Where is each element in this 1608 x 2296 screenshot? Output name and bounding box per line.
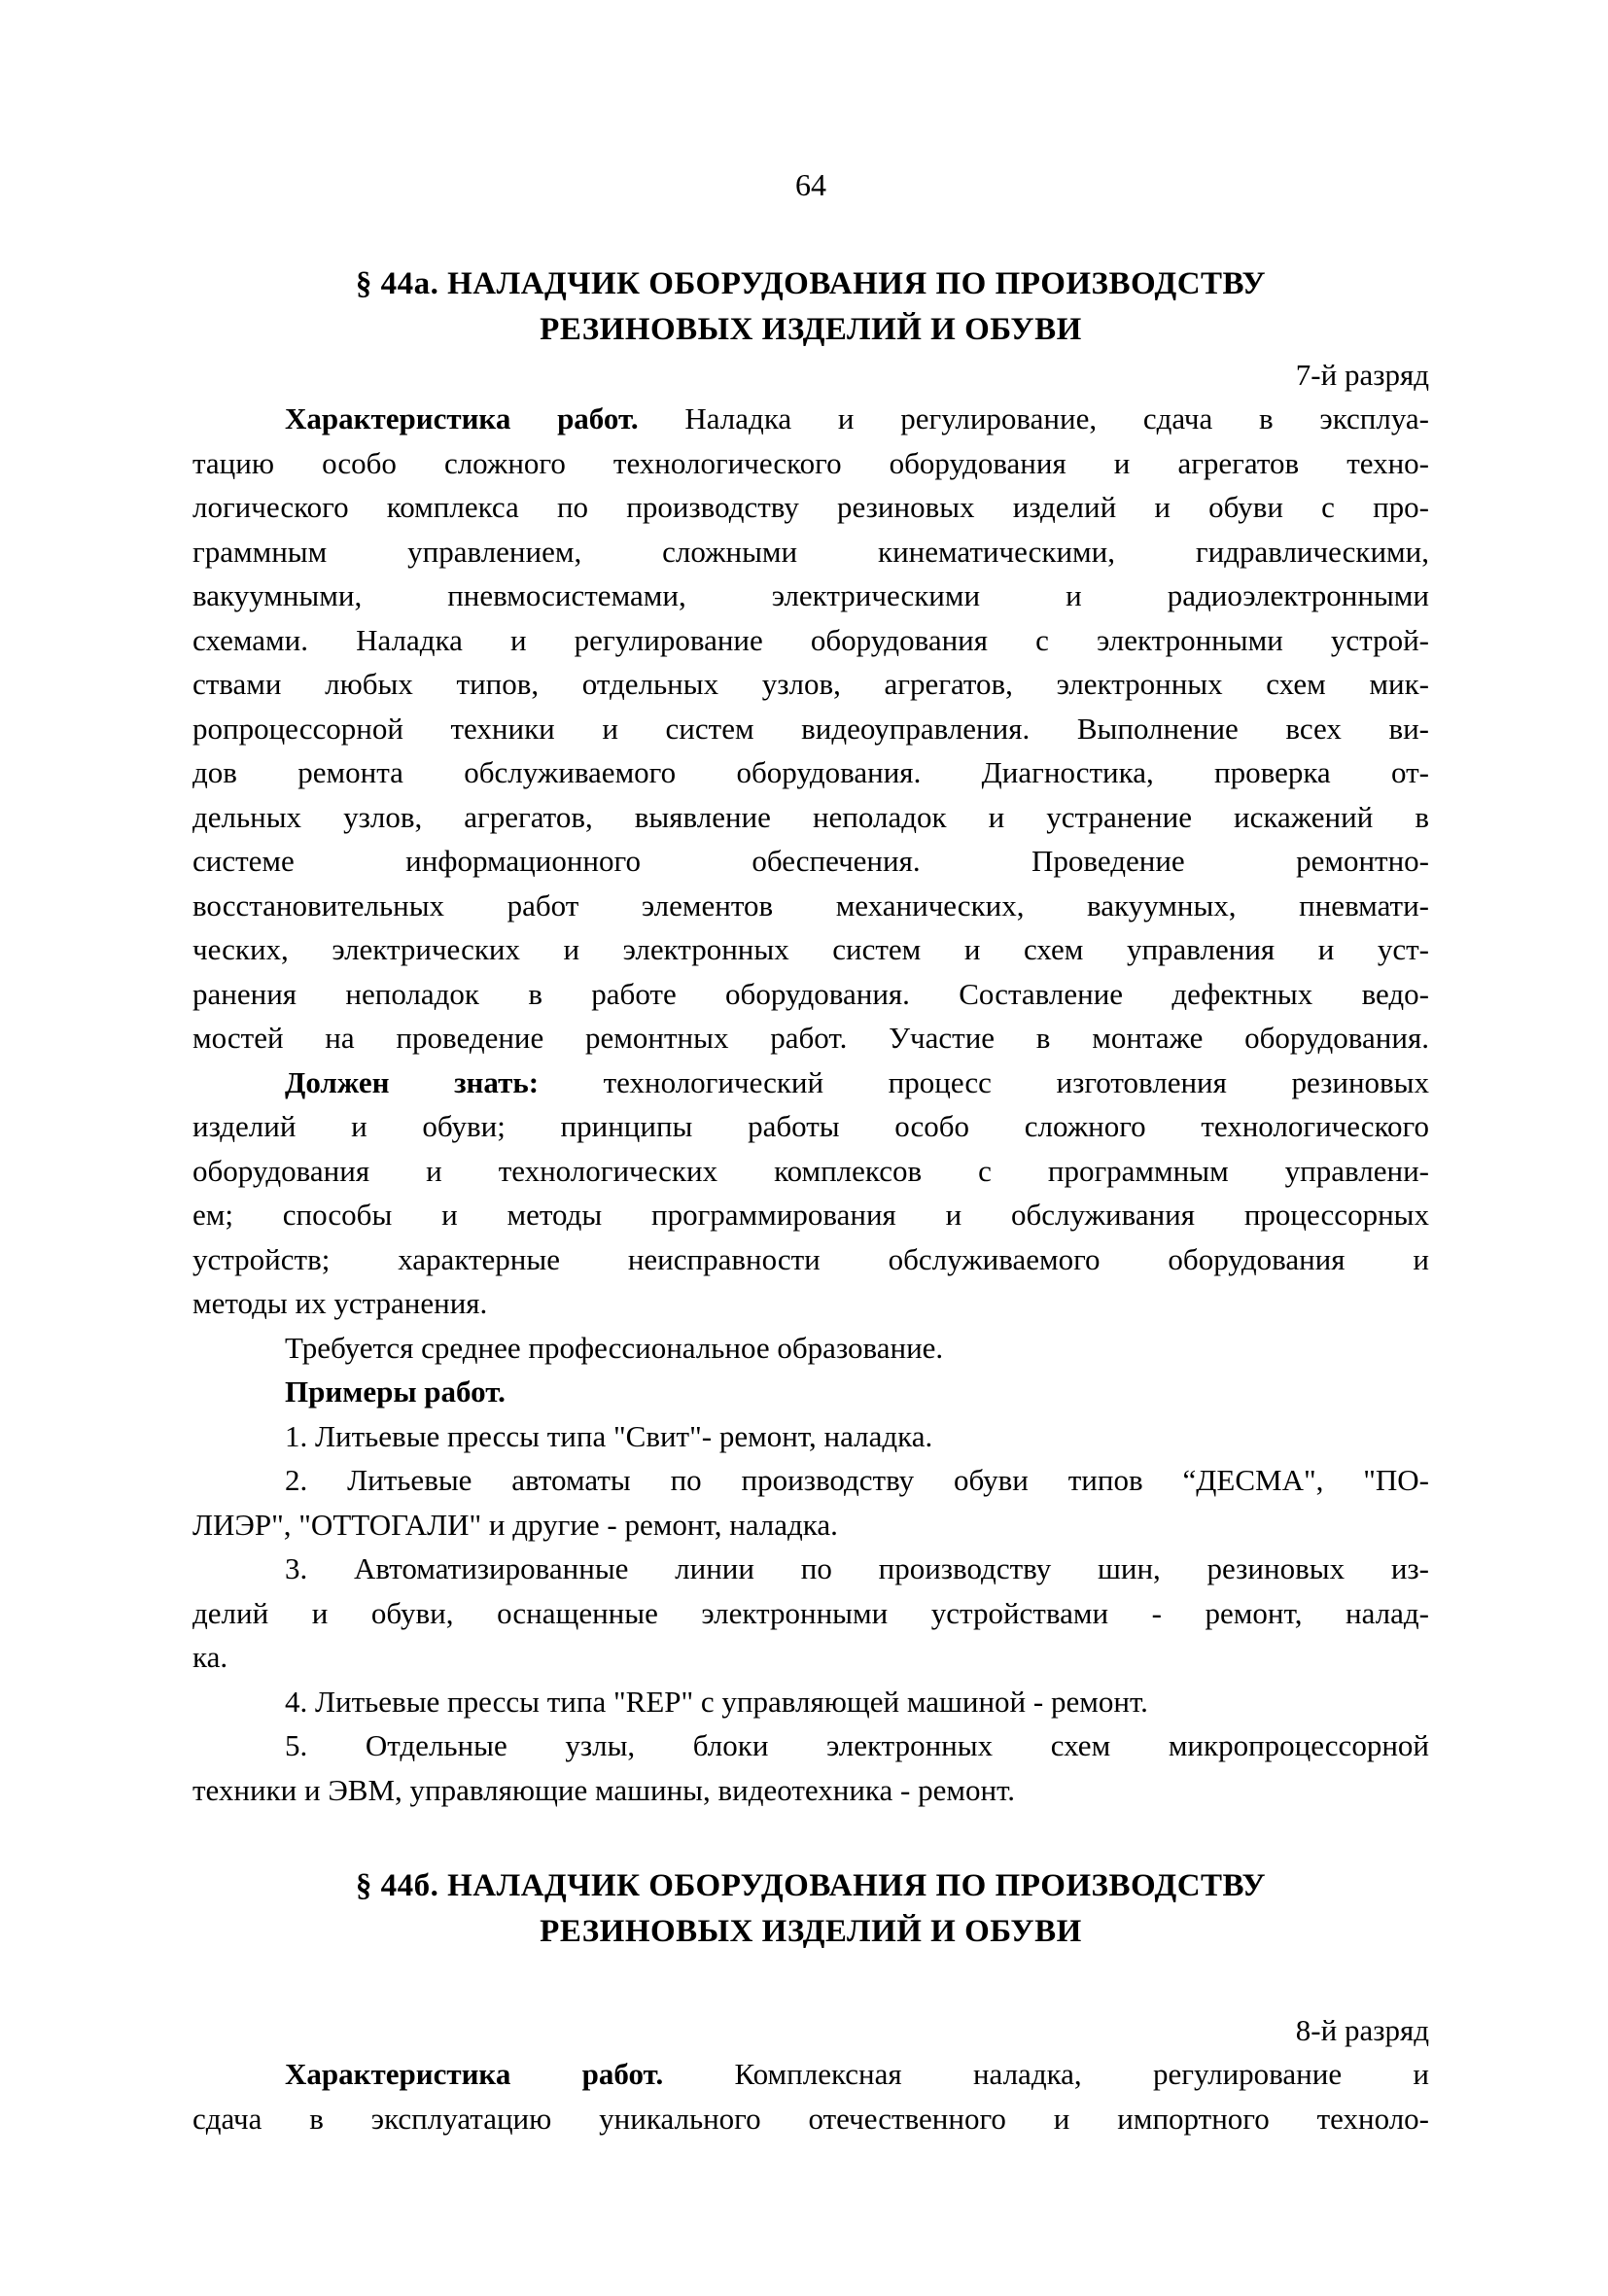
- first-line-indent: [192, 1578, 285, 1579]
- text-line: ствами любых типов, отдельных узлов, агрегатов, электронных схем мик-: [192, 667, 1429, 701]
- text-line: ческих, электрических и электронных систем и схем управления и уст-: [192, 932, 1429, 966]
- text-line: делий и обуви, оснащенные электронными устройствами - ремонт, налад-: [192, 1595, 1429, 1630]
- paragraph: [192, 1061, 1429, 1326]
- paragraph: [192, 1723, 1429, 1812]
- text-line: ранения неполадок в работе оборудования. Составление дефектных ведо-: [192, 976, 1429, 1011]
- page-number: 64: [795, 167, 826, 202]
- text-line: мостей на проведение ремонтных работ. Участие в монтаже оборудования.: [192, 1021, 1429, 1055]
- section-44b: [192, 1863, 1429, 2140]
- paragraph: [192, 1458, 1429, 1547]
- text-line: Должен знать: технологический процесс изготовления резиновых: [192, 1061, 1429, 1105]
- text-line: методы их устранения.: [192, 1286, 488, 1320]
- text-line: дельных узлов, агрегатов, выявление неполадок и устранение искажений в: [192, 799, 1429, 834]
- bold-run: Примеры работ.: [285, 1374, 506, 1409]
- paragraph: [192, 1370, 1429, 1414]
- section-44a-heading: [192, 261, 1429, 353]
- first-line-indent: [192, 1445, 285, 1446]
- grade-label-7: 7-й разряд: [1295, 358, 1429, 392]
- bold-run: Характеристика работ.: [285, 2057, 664, 2091]
- first-line-indent: [192, 428, 285, 429]
- text-line: схемами. Наладка и регулирование оборудования с электронными устрой-: [192, 622, 1429, 657]
- text-line: сдача в эксплуатацию уникального отечественного и импортного техноло-: [192, 2101, 1429, 2136]
- bold-run: Должен знать:: [285, 1064, 540, 1099]
- first-line-indent: [192, 1401, 285, 1402]
- text-line: Требуется среднее профессиональное образование.: [192, 1326, 1429, 1371]
- first-line-indent: [192, 1357, 285, 1358]
- heading-line-2: РЕЗИНОВЫХ ИЗДЕЛИЙ И ОБУВИ: [540, 1914, 1082, 1949]
- heading-line-1: § 44б. НАЛАДЧИК ОБОРУДОВАНИЯ ПО ПРОИЗВОДСТВУ: [355, 1868, 1267, 1903]
- paragraph: [192, 397, 1429, 1061]
- first-line-indent: [192, 1092, 285, 1093]
- text-line: изделий и обуви; принципы работы особо сложного технологического: [192, 1109, 1429, 1143]
- text-line: ка.: [192, 1640, 228, 1674]
- section-44a: [192, 261, 1429, 1812]
- text-line: 4. Литьевые прессы типа "REP" с управляющей машиной - ремонт.: [192, 1680, 1429, 1724]
- text-line: техники и ЭВМ, управляющие машины, видеотехника - ремонт.: [192, 1772, 1016, 1807]
- text-line: логического комплекса по производству резиновых изделий и обуви с про-: [192, 490, 1429, 524]
- text-line: граммным управлением, сложными кинематическими, гидравлическими,: [192, 534, 1429, 569]
- grade-label-8: 8-й разряд: [1295, 2013, 1429, 2047]
- text-line: дов ремонта обслуживаемого оборудования. Диагностика, проверка от-: [192, 755, 1429, 789]
- heading-line-2: РЕЗИНОВЫХ ИЗДЕЛИЙ И ОБУВИ: [540, 312, 1082, 347]
- text-line: 3. Автоматизированные линии по производству шин, резиновых из-: [192, 1547, 1429, 1591]
- text-line: вакуумными, пневмосистемами, электрическими и радиоэлектронными: [192, 578, 1429, 612]
- paragraph: [192, 1680, 1429, 1724]
- text-line: [192, 1370, 1429, 1414]
- section-44a-body: [192, 397, 1429, 1812]
- text-line: ем; способы и методы программирования и обслуживания процессорных: [192, 1198, 1429, 1232]
- text-line: тацию особо сложного технологического оборудования и агрегатов техно-: [192, 445, 1429, 480]
- paragraph: [192, 2052, 1429, 2140]
- text-line: восстановительных работ элементов механических, вакуумных, пневмати-: [192, 887, 1429, 922]
- paragraph: [192, 1326, 1429, 1371]
- text-line: Характеристика работ. Наладка и регулирование, сдача в эксплуа-: [192, 397, 1429, 441]
- section-44b-heading: [192, 1863, 1429, 1955]
- first-line-indent: [192, 1489, 285, 1490]
- text-line: ЛИЭР", "ОТТОГАЛИ" и другие - ремонт, наладка.: [192, 1507, 838, 1542]
- text-line: устройств; характерные неисправности обслуживаемого оборудования и: [192, 1241, 1429, 1276]
- text-line: системе информационного обеспечения. Проведение ремонтно-: [192, 844, 1429, 878]
- first-line-indent: [192, 2083, 285, 2084]
- text-line: оборудования и технологических комплексов с программным управлени-: [192, 1153, 1429, 1188]
- text-line: 2. Литьевые автоматы по производству обуви типов “ДЕСМА", "ПО-: [192, 1458, 1429, 1503]
- first-line-indent: [192, 1711, 285, 1712]
- section-44b-body: [192, 2052, 1429, 2140]
- text-line: ропроцессорной техники и систем видеоуправления. Выполнение всех ви-: [192, 711, 1429, 746]
- text-line: 1. Литьевые прессы типа "Свит"- ремонт, наладка.: [192, 1414, 1429, 1459]
- paragraph: [192, 1414, 1429, 1459]
- first-line-indent: [192, 1755, 285, 1756]
- paragraph: [192, 1547, 1429, 1680]
- heading-line-1: § 44а. НАЛАДЧИК ОБОРУДОВАНИЯ ПО ПРОИЗВОДСТВУ: [355, 266, 1267, 301]
- bold-run: Характеристика работ.: [285, 401, 639, 435]
- text-line: Характеристика работ. Комплексная наладка, регулирование и: [192, 2052, 1429, 2097]
- text-line: 5. Отдельные узлы, блоки электронных схем микропроцессорной: [192, 1723, 1429, 1768]
